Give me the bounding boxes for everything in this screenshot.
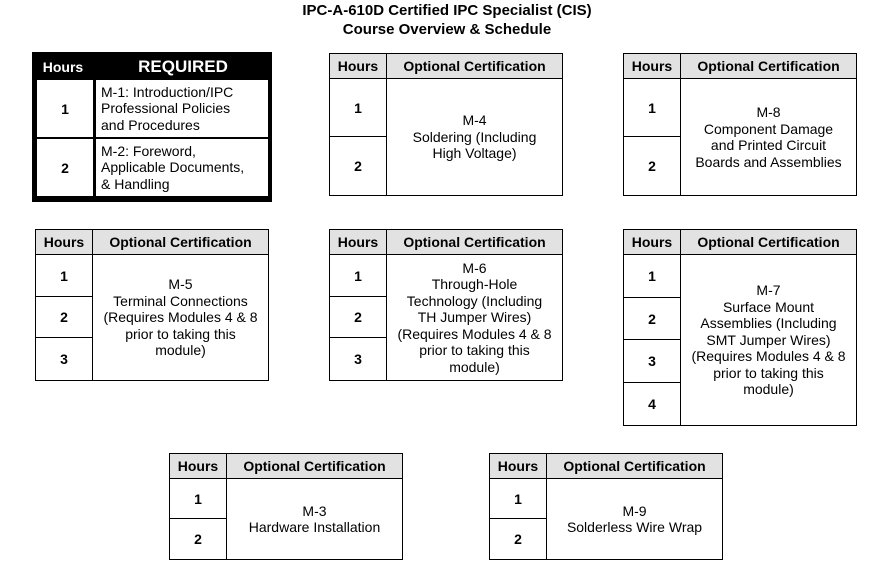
hour-cell: 1 [490,479,546,519]
module-description [547,479,722,559]
description-line: M-7 [756,282,781,299]
description-line: Assemblies (Including [700,315,837,332]
description-line: M-4 [462,112,487,129]
hours-column-header: Hours [36,230,93,254]
required-row [37,80,268,137]
hours-column-header: Hours [624,230,681,254]
description-line: Soldering (Including [412,128,537,145]
hours-column [490,479,547,559]
description-line: M-1: Introduction/IPC [101,83,234,100]
certification-column-header: Optional Certification [697,234,840,250]
hour-cell: 3 [624,340,680,383]
hours-column [170,479,227,559]
description-line: Component Damage [703,120,834,137]
description-line: TH Jumper Wires) [417,309,532,326]
module-header [330,230,562,255]
certification-column-header: Optional Certification [243,458,386,474]
hour-cell: 2 [330,297,386,338]
hour-cell: 1 [330,255,386,297]
hours-column [36,255,93,380]
hour-cell: 2 [624,298,680,340]
module-header [36,230,268,255]
description-line: Through-Hole [431,276,518,293]
description-line: (Requires Modules 4 & 8 [103,309,258,326]
hour-cell: 3 [354,351,362,367]
hours-column [330,79,387,195]
certification-column-header: Optional Certification [109,234,252,250]
certification-column-header: Optional Certification [563,458,706,474]
certification-column-header: Optional Certification [403,234,546,250]
hour-cell: 1 [624,255,680,298]
description-line: SMT Jumper Wires) [706,331,831,348]
description-line: prior to taking this [419,342,530,359]
hour-cell: 1 [170,479,226,519]
hour-cell: 4 [648,396,656,412]
hours-column-header: Hours [490,454,547,478]
module-header [490,454,722,479]
hour-cell: 3 [60,351,68,367]
module-description [227,479,402,559]
description-line: and Printed Circuit [710,137,827,153]
module-header [330,54,562,79]
description-line: Hardware Installation [248,519,381,535]
description-line: Professional Policies [101,100,231,117]
page-subtitle: Course Overview & Schedule [342,21,552,38]
description-line: M-3 [302,502,327,519]
description-line: and Procedures [101,116,200,133]
required-modules-box [32,52,272,202]
description-line: M-5 [168,276,193,293]
hour-cell: 2 [194,531,202,547]
description-line: M-6 [462,259,487,276]
module-header [624,230,856,255]
description-line: M-8 [756,104,781,120]
hour-cell: 2 [37,139,96,196]
module-description [101,80,264,137]
certification-column-header: Optional Certification [403,58,546,74]
description-line: Solderless Wire Wrap [566,519,703,535]
hours-column [624,79,681,195]
description-line: prior to taking this [125,325,236,342]
module-header [624,54,856,79]
hour-cell: 1 [36,255,92,297]
module-description [93,255,268,380]
hours-column [330,255,387,380]
hour-cell: 2 [514,531,522,547]
hour-cell: 1 [624,79,680,137]
description-line: prior to taking this [713,364,824,381]
description-line: Applicable Documents, [101,159,245,176]
hour-cell: 2 [354,158,362,174]
module-description [101,139,264,196]
required-row [37,139,268,196]
module-m9-box [489,453,723,560]
module-description [681,79,856,195]
certification-column-header: Optional Certification [697,58,840,74]
hour-cell: 2 [648,158,656,174]
description-line: M-9 [622,502,647,519]
required-hours-label: Hours [42,59,84,75]
page-title: IPC-A-610D Certified IPC Specialist (CIS) [302,2,592,19]
hour-cell: 1 [37,80,96,137]
module-m8-box [623,53,857,196]
module-m6-box [329,229,563,381]
module-description [681,255,856,425]
description-line: & Handling [101,175,170,192]
description-line: M-2: Foreword, [101,142,196,159]
description-line: High Voltage) [432,145,517,162]
module-m5-box [35,229,269,381]
hours-column-header: Hours [624,54,681,78]
hours-column [624,255,681,425]
description-line: (Requires Modules 4 & 8 [691,348,846,365]
description-line: (Requires Modules 4 & 8 [397,325,552,342]
hours-column-header: Hours [170,454,227,478]
description-line: module) [743,381,794,398]
module-description [387,255,562,380]
module-m4-box [329,53,563,196]
module-m7-box [623,229,857,426]
description-line: module) [155,342,206,359]
hour-cell: 2 [36,297,92,338]
hour-cell: 1 [330,79,386,137]
hours-column-header: Hours [330,54,387,78]
required-header [32,52,272,80]
description-line: Surface Mount [722,298,815,315]
description-line: module) [449,358,500,375]
module-header [170,454,402,479]
module-m3-box [169,453,403,560]
description-line: Technology (Including [406,292,543,309]
description-line: Boards and Assemblies [695,153,842,170]
hours-column-header: Hours [330,230,387,254]
required-title: REQUIRED [138,57,228,76]
description-line: Terminal Connections [113,292,248,309]
module-description [387,79,562,195]
